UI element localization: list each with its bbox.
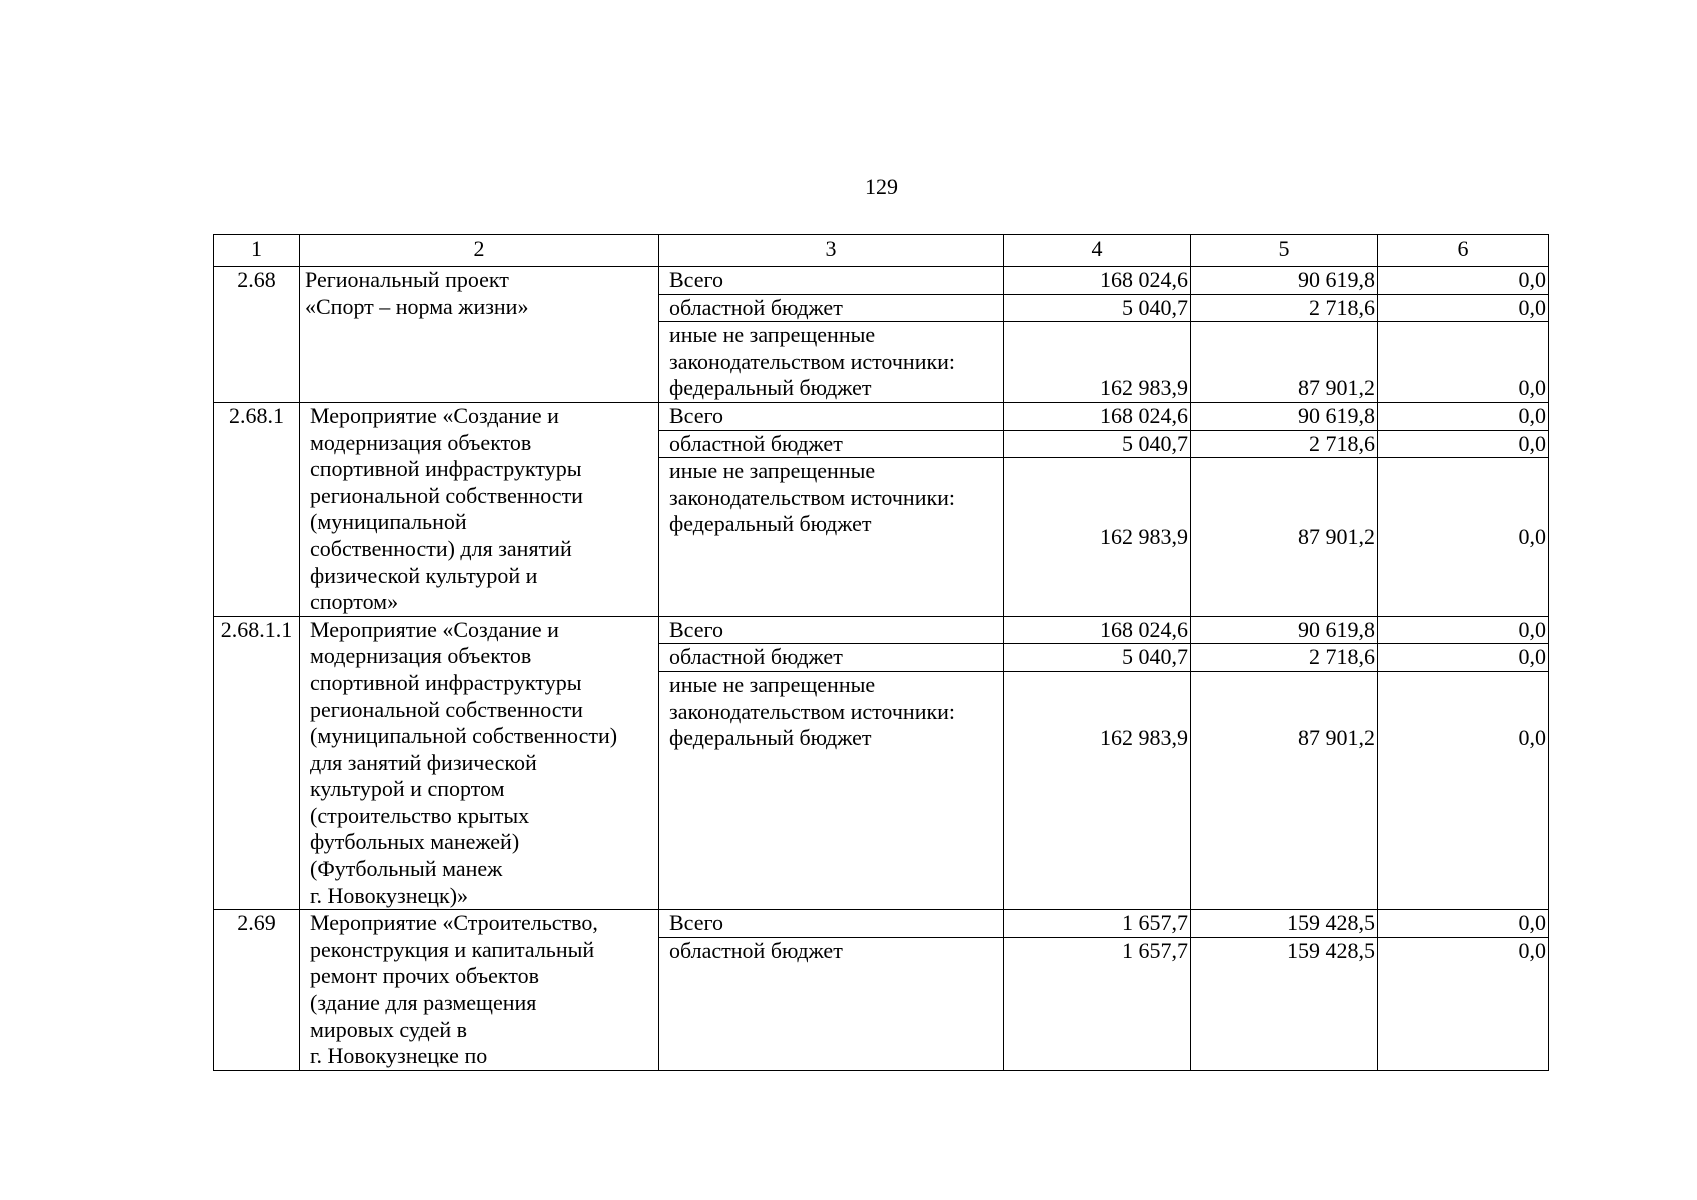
value-col6: 0,0: [1378, 430, 1549, 458]
value-col4: 168 024,6: [1004, 267, 1191, 295]
funding-source: Всего: [659, 910, 1004, 938]
column-number-header: 5: [1191, 235, 1378, 267]
value-col6: 0,0: [1378, 910, 1549, 938]
value-col6: 0,0: [1378, 322, 1549, 403]
column-number-header: 1: [214, 235, 300, 267]
funding-source: областной бюджет: [659, 294, 1004, 322]
value-col5: 90 619,8: [1191, 267, 1378, 295]
table-row: [214, 910, 1549, 938]
value-col5: 90 619,8: [1191, 616, 1378, 644]
value-col6: 0,0: [1378, 294, 1549, 322]
item-number: 2.68.1: [214, 402, 300, 616]
value-col5: 2 718,6: [1191, 294, 1378, 322]
value-col6: 0,0: [1378, 267, 1549, 295]
column-number-header: 2: [300, 235, 659, 267]
column-number-row: [214, 235, 1549, 267]
value-col4: 5 040,7: [1004, 644, 1191, 672]
item-number: 2.69: [214, 910, 300, 1071]
value-col4: 162 983,9: [1004, 458, 1191, 617]
value-col5: 90 619,8: [1191, 402, 1378, 430]
value-col6: 0,0: [1378, 616, 1549, 644]
funding-source: областной бюджет: [659, 644, 1004, 672]
value-col5: 87 901,2: [1191, 458, 1378, 617]
value-col4: 5 040,7: [1004, 430, 1191, 458]
value-col5: 87 901,2: [1191, 322, 1378, 403]
value-col6: 0,0: [1378, 671, 1549, 909]
funding-source: Всего: [659, 267, 1004, 295]
value-col5: 2 718,6: [1191, 430, 1378, 458]
item-number: 2.68.1.1: [214, 616, 300, 910]
column-number-header: 6: [1378, 235, 1549, 267]
page-number: 129: [865, 174, 898, 199]
value-col6: 0,0: [1378, 644, 1549, 672]
value-col5: 159 428,5: [1191, 910, 1378, 938]
value-col6: 0,0: [1378, 937, 1549, 1070]
value-col4: 5 040,7: [1004, 294, 1191, 322]
funding-source: областной бюджет: [659, 430, 1004, 458]
value-col5: 2 718,6: [1191, 644, 1378, 672]
item-name: Мероприятие «Строительство, реконструкция и капитальный ремонт прочих объектов (здание для размещения мировых судей в г. Новокузнецке по: [300, 910, 659, 1071]
column-number-header: 3: [659, 235, 1004, 267]
value-col6: 0,0: [1378, 458, 1549, 617]
value-col4: 168 024,6: [1004, 616, 1191, 644]
value-col4: 162 983,9: [1004, 322, 1191, 403]
value-col6: 0,0: [1378, 402, 1549, 430]
item-name: Мероприятие «Создание и модернизация объектов спортивной инфраструктуры региональной собственности (муниципальной собственности) для занятий физической культурой и спортом»: [300, 402, 659, 616]
value-col4: 1 657,7: [1004, 937, 1191, 1070]
funding-source: иные не запрещенные законодательством источники: федеральный бюджет: [659, 458, 1004, 617]
table-row: [214, 616, 1549, 644]
item-number: 2.68: [214, 267, 300, 403]
column-number-header: 4: [1004, 235, 1191, 267]
budget-table: [213, 234, 1549, 1071]
item-name: Региональный проект «Спорт – норма жизни»: [300, 267, 659, 403]
value-col4: 1 657,7: [1004, 910, 1191, 938]
item-name: Мероприятие «Создание и модернизация объектов спортивной инфраструктуры региональной собственности (муниципальной собственности) для занятий физической культурой и спортом (строительство крытых футбольных манежей) (Футбольный манеж г. Новокузнецк)»: [300, 616, 659, 910]
table-row: [214, 267, 1549, 295]
value-col5: 87 901,2: [1191, 671, 1378, 909]
funding-source: Всего: [659, 616, 1004, 644]
table-row: [214, 402, 1549, 430]
funding-source: иные не запрещенные законодательством источники: федеральный бюджет: [659, 671, 1004, 909]
funding-source: иные не запрещенные законодательством источники: федеральный бюджет: [659, 322, 1004, 403]
value-col4: 168 024,6: [1004, 402, 1191, 430]
funding-source: Всего: [659, 402, 1004, 430]
value-col4: 162 983,9: [1004, 671, 1191, 909]
funding-source: областной бюджет: [659, 937, 1004, 1070]
value-col5: 159 428,5: [1191, 937, 1378, 1070]
